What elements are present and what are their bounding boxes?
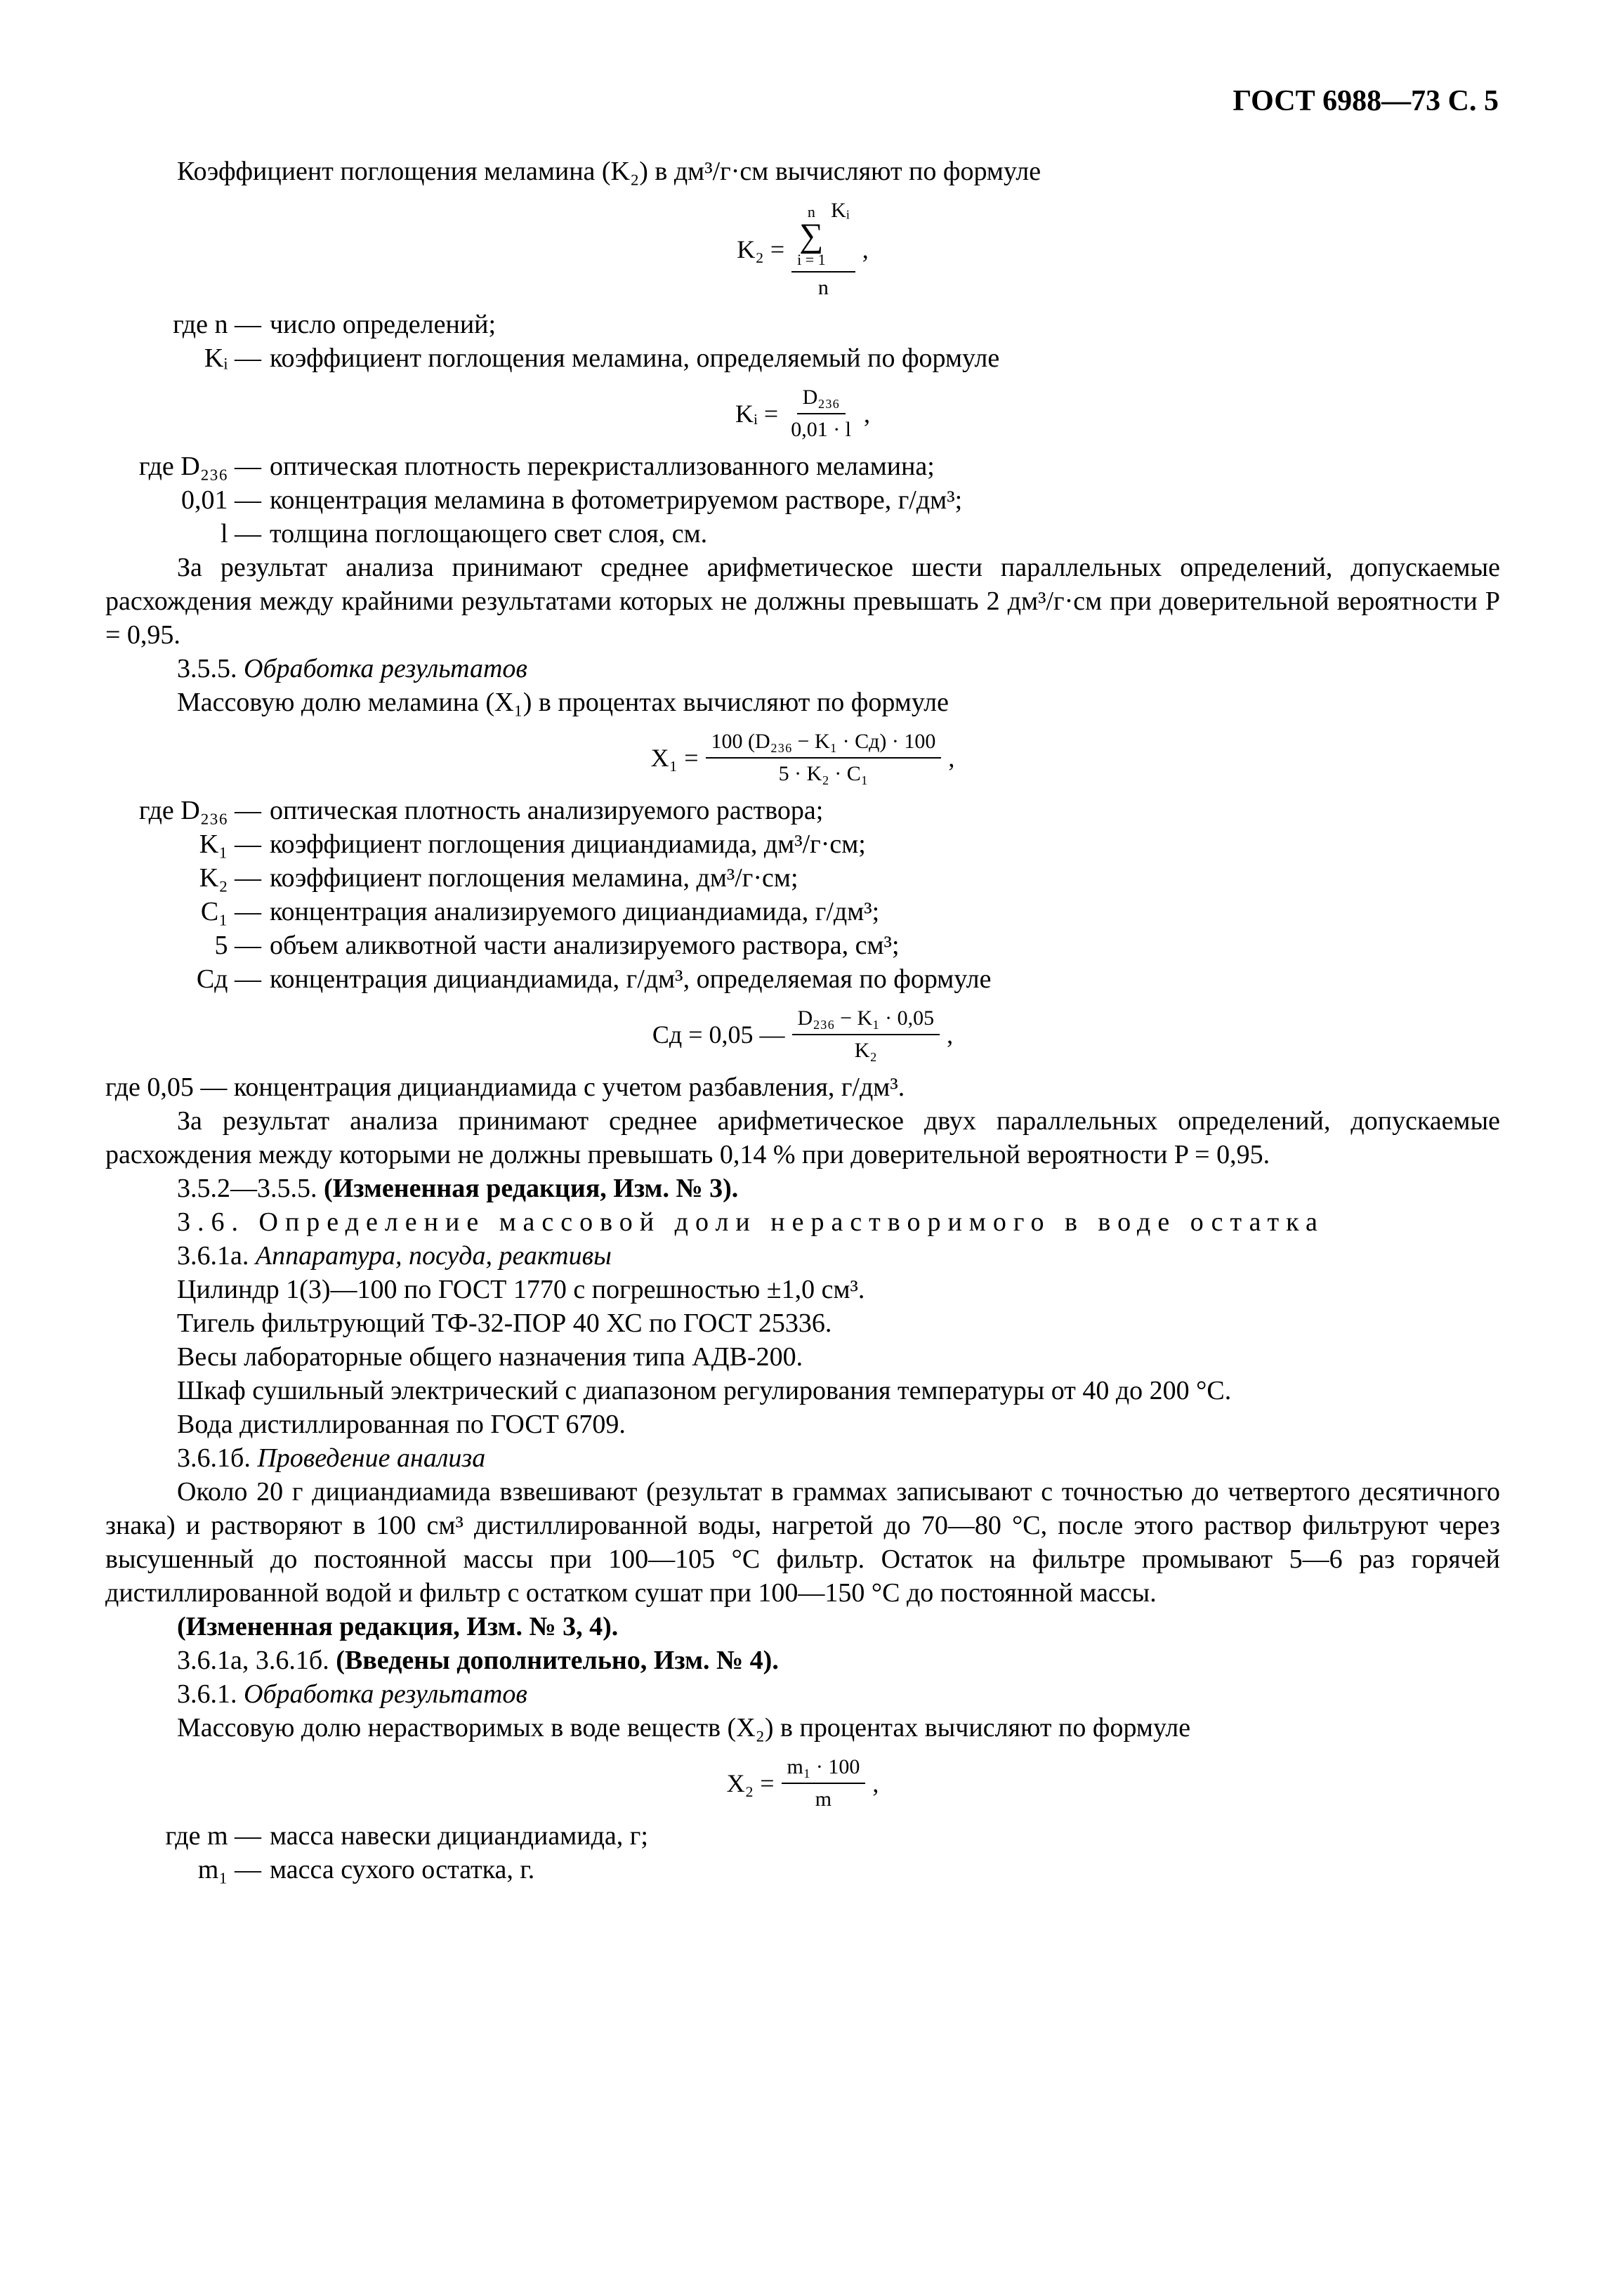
- formula-x2-numerator: m₁ · 100: [782, 1754, 866, 1784]
- def-item: [105, 827, 1500, 861]
- def-text: толщина поглощающего свет слоя, см.: [270, 519, 708, 549]
- formula-ki-lhs: Kᵢ =: [735, 400, 779, 428]
- section-3-6-1-number: 3.6.1.: [177, 1679, 237, 1709]
- def-symbol: K₁ —: [199, 829, 261, 859]
- def-symbol: где n —: [173, 310, 261, 339]
- section-3-6-1a-number: 3.6.1а.: [177, 1241, 249, 1271]
- result-paragraph-1: За результат анализа принимают среднее арифметическое шести параллельных определений, допускаемые расхождения между крайними результатами которых не должны превышать 2 дм³/г·см при доверительной вероятности P = 0,95.: [105, 553, 1500, 650]
- formula-x1-tail: ,: [948, 744, 955, 772]
- sum-sigma: ∑: [799, 217, 824, 254]
- def-item: [105, 308, 1500, 341]
- amendment-1: [105, 1172, 1500, 1205]
- formula-cd: [105, 1006, 1500, 1063]
- formula-x2-lhs: X₂ =: [726, 1769, 775, 1797]
- def-text: число определений;: [270, 310, 497, 339]
- def-item: [105, 962, 1500, 996]
- section-3-6-1-title: Обработка результатов: [244, 1679, 527, 1709]
- def-symbol: C₁ —: [200, 897, 261, 926]
- procedure-paragraph: Около 20 г дициандиамида взвешивают (результат в граммах записывают с точностью до четвертого десятичного знака) и растворяют в 100 см³ дистиллированной воды, нагретой до 70—80 °С, после этого раствор фильтруют через высушенный до постоянной массы при 100—105 °С фильтр. Остаток на фильтре промывают 5—6 раз горячей дистиллированной водой и фильтр с остатком сушат при 100—150 °С до постоянной массы.: [105, 1477, 1500, 1608]
- formula-k2-tail: ,: [862, 235, 869, 263]
- def-symbol: l —: [220, 519, 261, 549]
- def-symbol: K₂ —: [199, 863, 261, 893]
- defs-x2: [105, 1819, 1500, 1887]
- def-symbol: где D₂₃₆ —: [138, 452, 261, 481]
- def-text: масса навески дициандиамида, г;: [270, 1821, 648, 1851]
- result-paragraph-2: За результат анализа принимают среднее арифметическое двух параллельных определений, допускаемые расхождения между которыми не должны превышать 0,14 % при доверительной вероятности P = 0,95.: [105, 1106, 1500, 1169]
- def-item: [105, 341, 1500, 375]
- x1-intro: Массовую долю меламина (X₁) в процентах вычисляют по формуле: [177, 688, 949, 717]
- formula-k2-lhs: K₂ =: [737, 235, 785, 263]
- def-item: [105, 895, 1500, 929]
- amendment-3-text: (Введены дополнительно, Изм. № 4).: [336, 1646, 779, 1675]
- section-3-6-heading: 3.6. Определение массовой доли нерастворимого в воде остатка: [177, 1207, 1324, 1237]
- def-item: [105, 483, 1500, 517]
- formula-ki-denominator: 0,01 · l: [791, 418, 852, 441]
- section-3-6-1: [105, 1677, 1500, 1711]
- def-symbol: Cд —: [196, 964, 261, 994]
- formula-ki: [105, 385, 1500, 442]
- x2-intro: Массовую долю нерастворимых в воде веществ (X₂) в процентах вычисляют по формуле: [177, 1713, 1191, 1743]
- def-text: коэффициент поглощения меламина, определяемый по формуле: [270, 343, 1000, 373]
- section-3-6-1b-title: Проведение анализа: [257, 1443, 486, 1473]
- amendment-2: (Измененная редакция, Изм. № 3, 4).: [177, 1612, 619, 1641]
- equipment-item: Весы лабораторные общего назначения типа АДВ-200.: [177, 1342, 803, 1372]
- section-3-6-1a: [105, 1239, 1500, 1273]
- amendment-3: [105, 1644, 1500, 1677]
- formula-k2-fraction: [791, 198, 855, 301]
- def-text: концентрация меламина в фотометрируемом растворе, г/дм³;: [270, 485, 963, 515]
- formula-cd-lhs: Cд = 0,05 —: [652, 1021, 785, 1049]
- defs-x1: [105, 794, 1500, 996]
- formula-k2-denominator: n: [817, 276, 829, 299]
- formula-cd-numerator: D₂₃₆ − K₁ · 0,05: [792, 1006, 940, 1035]
- k2-intro: Коэффициент поглощения меламина (K₂) в дм³/г·см вычисляют по формуле: [177, 157, 1041, 186]
- def-text: коэффициент поглощения дициандиамида, дм³/г·см;: [270, 829, 866, 859]
- section-3-6-1a-title: Аппаратура, посуда, реактивы: [255, 1241, 612, 1271]
- section-3-5-5-title: Обработка результатов: [244, 654, 527, 683]
- def-symbol: где D₂₃₆ —: [138, 796, 261, 825]
- formula-cd-denominator: K₂: [854, 1039, 877, 1062]
- document-body: [105, 77, 1500, 1887]
- def-symbol: где m —: [165, 1821, 261, 1851]
- page-header: ГОСТ 6988—73 С. 5: [1232, 85, 1499, 117]
- formula-x1-fraction: [706, 729, 942, 787]
- section-3-5-5-number: 3.5.5.: [177, 654, 237, 683]
- sum-block: [797, 204, 826, 268]
- def-item: [105, 1853, 1500, 1887]
- sum-term: Kᵢ: [831, 199, 850, 222]
- def-item: [105, 929, 1500, 962]
- amendment-3-number: 3.6.1а, 3.6.1б.: [177, 1646, 329, 1675]
- def-item: [105, 1819, 1500, 1853]
- section-3-5-5: [105, 652, 1500, 685]
- formula-x2-denominator: m: [815, 1787, 832, 1811]
- sum-upper-limit: n: [807, 203, 815, 221]
- formula-cd-fraction: [792, 1006, 940, 1063]
- def-text: концентрация дициандиамида, г/дм³, определяемая по формуле: [270, 964, 992, 994]
- def-symbol: m₁ —: [197, 1855, 261, 1884]
- def-text: оптическая плотность перекристаллизованного меламина;: [270, 452, 935, 481]
- amendment-1-number: 3.5.2—3.5.5.: [177, 1174, 317, 1203]
- section-3-6-1b: [105, 1441, 1500, 1475]
- def-item: [105, 517, 1500, 551]
- amendment-1-text: (Измененная редакция, Изм. № 3).: [324, 1174, 739, 1203]
- formula-k2: [105, 198, 1500, 301]
- def-item: [105, 450, 1500, 483]
- defs-ki: [105, 450, 1500, 551]
- formula-x2-tail: ,: [872, 1769, 879, 1797]
- formula-cd-tail: ,: [947, 1021, 954, 1049]
- where-005-paragraph: где 0,05 — концентрация дициандиамида с учетом разбавления, г/дм³.: [105, 1072, 905, 1102]
- def-text: коэффициент поглощения меламина, дм³/г·см;: [270, 863, 798, 893]
- defs-k2: [105, 308, 1500, 375]
- formula-x2: [105, 1754, 1500, 1812]
- equipment-item: Шкаф сушильный электрический с диапазоном регулирования температуры от 40 до 200 °С.: [177, 1376, 1232, 1405]
- formula-x1-numerator: 100 (D₂₃₆ − K₁ · Cд) · 100: [706, 729, 942, 759]
- def-item: [105, 861, 1500, 895]
- formula-x2-fraction: [782, 1754, 866, 1812]
- def-text: оптическая плотность анализируемого раствора;: [270, 796, 824, 825]
- def-text: концентрация анализируемого дициандиамида, г/дм³;: [270, 897, 880, 926]
- formula-ki-fraction: [785, 385, 857, 442]
- def-text: масса сухого остатка, г.: [270, 1855, 535, 1884]
- def-symbol: Kᵢ —: [204, 343, 261, 373]
- def-text: объем аликвотной части анализируемого раствора, см³;: [270, 931, 900, 960]
- equipment-item: Цилиндр 1(3)—100 по ГОСТ 1770 с погрешностью ±1,0 см³.: [177, 1275, 865, 1304]
- def-symbol: 0,01 —: [181, 485, 261, 515]
- formula-x1: [105, 729, 1500, 787]
- formula-x1-lhs: X₁ =: [650, 744, 699, 772]
- formula-x1-denominator: 5 · K₂ · C₁: [778, 762, 869, 785]
- formula-k2-numerator: [791, 198, 855, 273]
- formula-ki-numerator: D₂₃₆: [797, 385, 846, 414]
- equipment-item: Тигель фильтрующий ТФ-32-ПОР 40 ХС по ГОСТ 25336.: [177, 1308, 832, 1338]
- def-symbol: 5 —: [214, 931, 261, 960]
- def-item: [105, 794, 1500, 827]
- sum-lower-limit: i = 1: [797, 251, 826, 268]
- equipment-item: Вода дистиллированная по ГОСТ 6709.: [177, 1410, 626, 1439]
- section-3-6-1b-number: 3.6.1б.: [177, 1443, 251, 1473]
- formula-ki-tail: ,: [864, 400, 871, 428]
